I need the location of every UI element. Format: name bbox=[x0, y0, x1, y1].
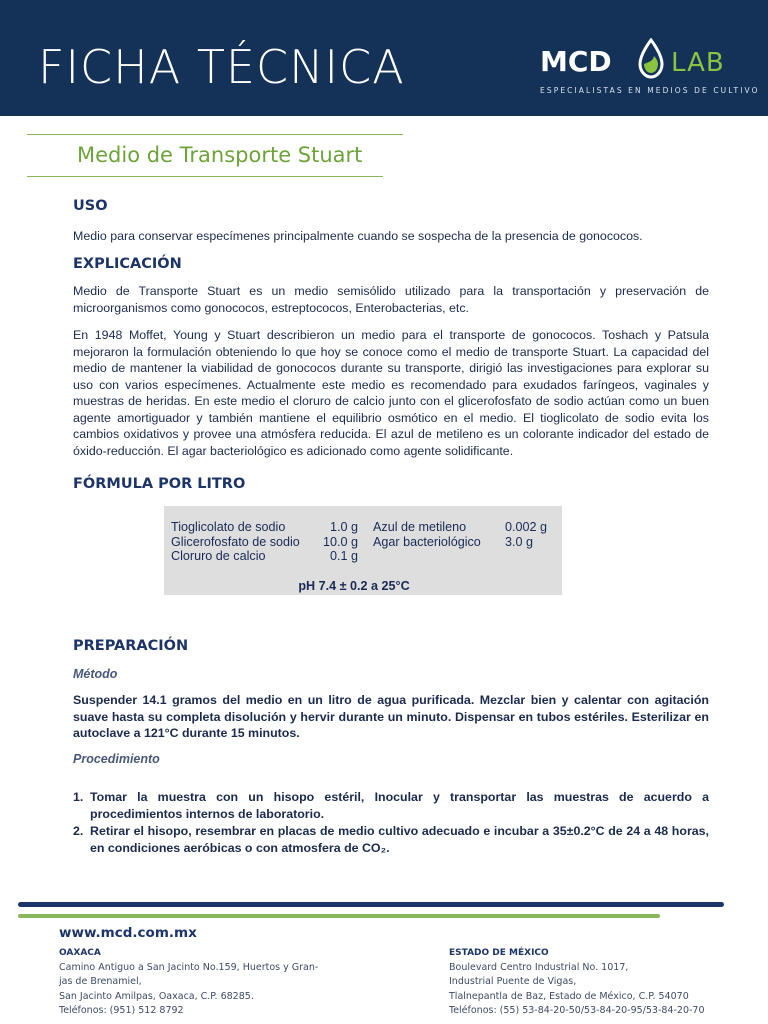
phone-line: Teléfonos: (55) 53-84-20-50/53-84-20-95/53-84-20-70 bbox=[449, 1004, 705, 1016]
header-title: FICHA TÉCNICA bbox=[38, 40, 405, 94]
logo-mcd-text: MCD bbox=[540, 45, 612, 78]
formula-ingredient: Azul de metileno bbox=[373, 520, 467, 534]
formula-quantity: 3.0 g bbox=[505, 535, 534, 549]
step-number: 1. bbox=[73, 790, 84, 804]
flask-drop-icon bbox=[634, 38, 668, 80]
address-line: jas de Brenamiel, bbox=[59, 976, 142, 988]
uso-text: Medio para conservar especímenes principalmente cuando se sospecha de la presencia de gonococos. bbox=[73, 229, 643, 243]
footer-address-edomex bbox=[449, 961, 705, 1018]
address-line: Boulevard Centro Industrial No. 1017, bbox=[449, 962, 629, 973]
formula-ingredient: Glicerofosfato de sodio bbox=[171, 535, 300, 549]
formula-ingredient: Tioglicolato de sodio bbox=[171, 520, 286, 534]
step-text: Retirar el hisopo, resembrar en placas de medio cultivo adecuado e incubar a 35±0.2°C de 24 a 48 horas, en condiciones aeróbicas o con atmosfera de CO₂. bbox=[90, 824, 709, 855]
logo-tagline: ESPECIALISTAS EN MEDIOS DE CULTIVO bbox=[540, 86, 760, 95]
subheading-procedimiento: Procedimiento bbox=[73, 752, 160, 766]
mcd-lab-logo bbox=[538, 34, 760, 100]
footer-heading-edomex: ESTADO DE MÉXICO bbox=[449, 948, 549, 958]
address-line: Industrial Puente de Vigas, bbox=[449, 976, 577, 988]
footer-heading-oaxaca: OAXACA bbox=[59, 948, 101, 958]
footer-address-oaxaca bbox=[59, 961, 318, 1018]
logo-lab-text: LAB bbox=[671, 48, 725, 78]
formula-ph: pH 7.4 ± 0.2 a 25°C bbox=[298, 579, 410, 593]
title-rule-bottom bbox=[27, 176, 383, 177]
footer-rule-green bbox=[18, 914, 660, 918]
step-number: 2. bbox=[73, 824, 84, 838]
website-link[interactable]: www.mcd.com.mx bbox=[59, 925, 197, 941]
formula-ingredient: Agar bacteriológico bbox=[373, 535, 481, 549]
phone-line: Teléfonos: (951) 512 8792 bbox=[59, 1004, 184, 1016]
formula-quantity: 0.002 g bbox=[505, 520, 548, 534]
product-title: Medio de Transporte Stuart bbox=[77, 143, 363, 167]
formula-quantity: 1.0 g bbox=[329, 520, 358, 534]
title-rule-top bbox=[27, 134, 403, 135]
formula-quantity: 10.0 g bbox=[322, 535, 358, 549]
metodo-text: Suspender 14.1 gramos del medio en un litro de agua purificada. Mezclar bien y calentar con agitación suave hasta su completa disolución y hervir durante un minuto. Dispensar en tubos estériles. Esterilizar en autoclave a 121°C durante 15 minutos. bbox=[73, 693, 709, 740]
footer-rule-navy bbox=[18, 902, 724, 907]
address-line: Camino Antiguo a San Jacinto No.159, Huertos y Gran- bbox=[59, 962, 319, 973]
section-heading-formula: FÓRMULA POR LITRO bbox=[73, 476, 246, 492]
section-heading-preparacion: PREPARACIÓN bbox=[73, 638, 189, 654]
subheading-metodo: Método bbox=[73, 667, 118, 681]
procedure-step bbox=[73, 789, 709, 823]
formula-ingredient: Cloruro de calcio bbox=[171, 549, 266, 563]
address-line: San Jacinto Amilpas, Oaxaca, C.P. 68285. bbox=[59, 990, 254, 1002]
formula-table bbox=[164, 506, 562, 595]
header-band bbox=[0, 0, 768, 116]
explicacion-paragraph: Medio de Transporte Stuart es un medio semisólido utilizado para la transportación y preservación de microorganismos como gonococos, estreptococos, Enterobacterias, etc. bbox=[73, 284, 709, 315]
section-heading-uso: USO bbox=[73, 198, 108, 214]
formula-quantity: 0.1 g bbox=[329, 549, 358, 563]
procedure-step bbox=[73, 823, 709, 857]
section-heading-explicacion: EXPLICACIÓN bbox=[73, 256, 182, 272]
explicacion-paragraph: En 1948 Moffet, Young y Stuart describieron un medio para el transporte de gonococos. Toshach y Patsula mejoraron la formulación obteniendo lo que hoy se conoce como el medio de transporte Stuart. La capacidad del medio de mantener la viabilidad de gonococos durante su transporte, dirigió las investigaciones para explorar su uso con varios especímenes. Actualmente este medio es recomendado para exudados faríngeos, vaginales y muestras de heridas. En este medio el cloruro de calcio junto con el glicerofosfato de sodio actúan como un buen agente amortiguador y también mantiene el equilibrio osmótico en el medio. El tioglicolato de sodio evita los cambios oxidativos y provee una atmósfera reducida. El azul de metileno es un colorante indicador del estado de óxido-reducción. El agar bacteriológico es adicionado como agente solidificante. bbox=[73, 328, 709, 458]
address-line: Tlalnepantla de Baz, Estado de México, C.P. 54070 bbox=[449, 990, 689, 1002]
step-text: Tomar la muestra con un hisopo estéril, Inocular y transportar las muestras de acuerdo a procedimientos internos de laboratorio. bbox=[90, 790, 709, 821]
